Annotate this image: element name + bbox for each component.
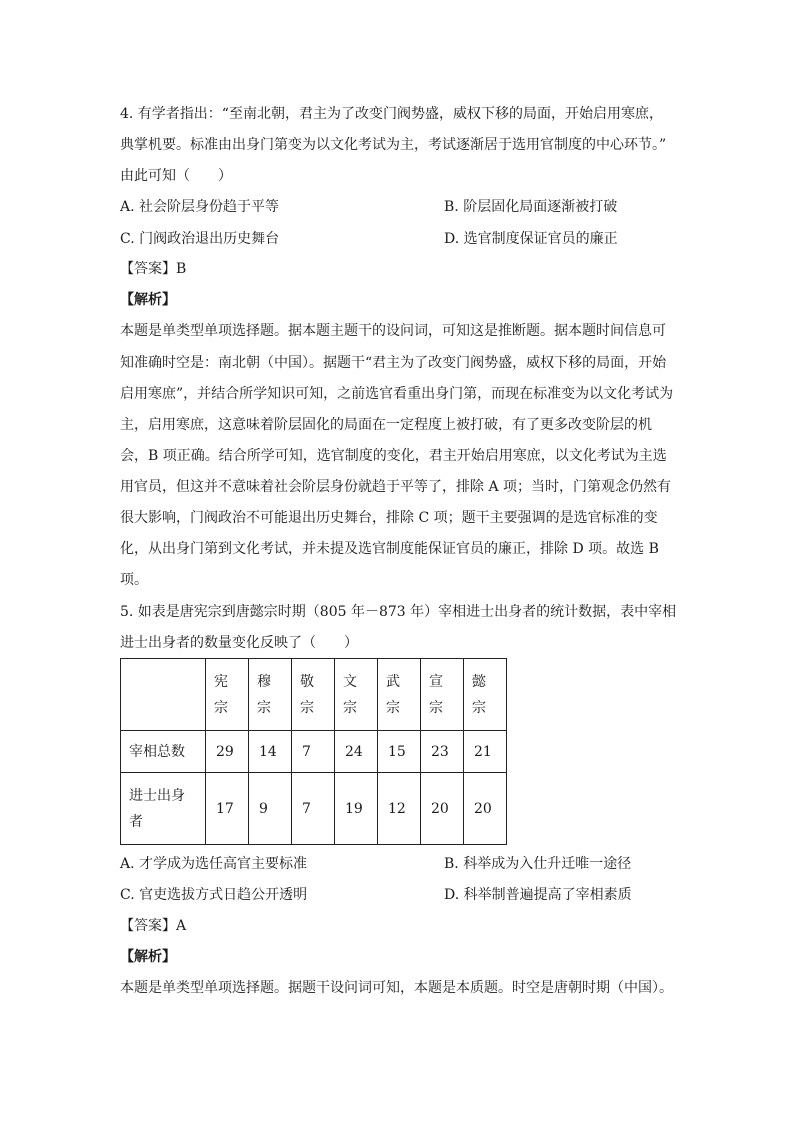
q5-option-b: B. 科举成为入仕升迁唯一途径	[444, 856, 632, 872]
q4-option-a: A. 社会阶层身份趋于平等	[120, 199, 280, 215]
table-header-yizong: 懿 宗	[464, 659, 507, 731]
table-cell: 20	[464, 773, 507, 845]
table-header-xianzong: 宪 宗	[206, 659, 249, 731]
table-cell: 24	[335, 731, 378, 773]
table-header-jingzong: 敬 宗	[292, 659, 335, 731]
table-header-wenzong: 文 宗	[335, 659, 378, 731]
q4-analysis-line-4: 主，启用寒庶，这意味着阶层固化的局面在一定程度上被打破，有了更多改变阶层的机	[120, 417, 652, 433]
table-cell: 12	[378, 773, 421, 845]
q4-option-b: B. 阶层固化局面逐渐被打破	[444, 199, 618, 215]
q5-stem-line-2: 进士出身者的数量变化反映了（ ）	[120, 635, 358, 651]
table-cell: 17	[206, 773, 249, 845]
table-cell: 19	[335, 773, 378, 845]
table-cell: 7	[292, 773, 335, 845]
table-row-label: 宰相总数	[121, 731, 206, 773]
table-header-muzong: 穆 宗	[249, 659, 292, 731]
table-row-jinshi	[121, 773, 507, 845]
q4-analysis-line-3: 启用寒庶”，并结合所学知识可知，之前选官看重出身门第，而现在标准变为以文化考试为	[120, 386, 674, 402]
q4-option-d: D. 选官制度保证官员的廉正	[444, 231, 618, 247]
q4-analysis-line-8: 化，从出身门第到文化考试，并未提及选官制度能保证官员的廉正，排除 D 项。故选 B	[120, 541, 659, 557]
q4-option-c: C. 门阀政治退出历史舞台	[120, 231, 280, 247]
q4-analysis-line-7: 很大影响，门阀政治不可能退出历史舞台，排除 C 项；题干主要强调的是选官标准的变	[120, 510, 658, 526]
q5-option-a: A. 才学成为选任高官主要标准	[120, 856, 308, 872]
table-header-xuanzong: 宣 宗	[421, 659, 464, 731]
q5-data-table	[120, 658, 507, 845]
q4-analysis-line-9: 项。	[120, 572, 148, 588]
table-cell: 20	[421, 773, 464, 845]
table-cell: 9	[249, 773, 292, 845]
q4-analysis-title: 【解析】	[120, 292, 176, 308]
table-cell: 14	[249, 731, 292, 773]
q4-stem-line-2: 典掌机要。标准由出身门第变为以文化考试为主，考试逐渐居于选用官制度的中心环节。”	[120, 137, 667, 153]
table-cell: 29	[206, 731, 249, 773]
q4-answer: 【答案】B	[120, 261, 187, 277]
table-header-row	[121, 659, 507, 731]
q4-stem-line-1: 4. 有学者指出：“至南北朝，君主为了改变门阀势盛，威权下移的局面，开始启用寒庶，	[120, 106, 663, 122]
q5-answer: 【答案】A	[120, 918, 187, 934]
table-header-wuzong: 武 宗	[378, 659, 421, 731]
table-corner-cell	[121, 659, 206, 731]
q5-analysis-title: 【解析】	[120, 949, 176, 965]
q5-option-c: C. 官吏选拔方式日趋公开透明	[120, 887, 308, 903]
table-cell: 21	[464, 731, 507, 773]
q5-option-d: D. 科举制普遍提高了宰相素质	[444, 887, 632, 903]
q4-analysis-line-5: 会，B 项正确。结合所学可知，选官制度的变化，君主开始启用寒庶，以文化考试为主选	[120, 448, 667, 464]
q4-stem-line-3: 由此可知（ ）	[120, 168, 232, 184]
table-cell: 23	[421, 731, 464, 773]
table-cell: 7	[292, 731, 335, 773]
table-cell: 15	[378, 731, 421, 773]
q5-stem-line-1: 5. 如表是唐宪宗到唐懿宗时期（805 年－873 年）宰相进士出身者的统计数据，表中宰相	[120, 604, 677, 620]
q4-analysis-line-6: 用官员，但这并不意味着社会阶层身份就趋于平等了，排除 A 项；当时，门第观念仍然有	[120, 479, 672, 495]
q4-analysis-line-1: 本题是单类型单项选择题。据本题主题干的设问词，可知这是推断题。据本题时间信息可	[120, 323, 666, 339]
q5-analysis-line-1: 本题是单类型单项选择题。据题干设问词可知，本题是本质题。时空是唐朝时期（中国）。	[120, 980, 673, 996]
q4-analysis-line-2: 知准确时空是：南北朝（中国）。据题干“君主为了改变门阀势盛，威权下移的局面，开始	[120, 355, 667, 371]
table-row-label: 进士出身 者	[121, 773, 206, 845]
table-row-total	[121, 731, 507, 773]
